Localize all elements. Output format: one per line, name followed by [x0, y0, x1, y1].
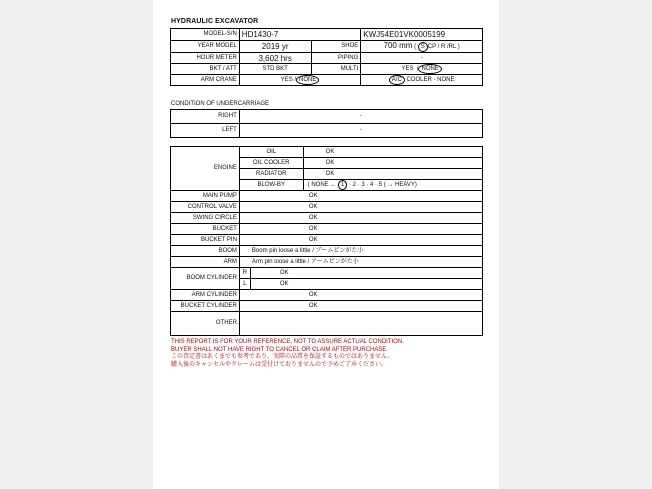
- disclaimer-line: THIS REPORT IS FOR YOUR REFERENCE, NOT TO ASSURE ACTUAL CONDITION.: [171, 339, 404, 345]
- piping-value: -: [361, 53, 483, 64]
- disclaimer: [171, 339, 404, 369]
- table-row: [171, 191, 483, 202]
- item-label: BOOM: [171, 246, 240, 257]
- shoe-cell: 700 mm ( S CP / R /RL ): [361, 41, 483, 53]
- bkt-value: STD BKT: [239, 64, 311, 75]
- item-value: OK: [239, 235, 482, 246]
- item-label: BUCKET: [171, 224, 240, 235]
- blowby-value: [303, 180, 482, 191]
- blowby-left: ( NONE ←: [307, 182, 337, 188]
- table-row: [171, 213, 483, 224]
- table-row: [171, 224, 483, 235]
- bkt-label: BKT / ATT: [171, 64, 240, 75]
- item-value: OK: [239, 290, 482, 301]
- boom-cylinder-r-label: R: [239, 268, 250, 279]
- shoe-value: 700 mm: [383, 41, 413, 50]
- undercarriage-table: [170, 109, 483, 138]
- radiator-value: OK: [303, 169, 482, 180]
- item-label: SWING CIRCLE: [171, 213, 240, 224]
- item-label: ARM CYLINDER: [171, 290, 240, 301]
- hour-label: HOUR METER: [171, 53, 240, 64]
- right-label: RIGHT: [171, 110, 240, 124]
- multi-value: [361, 64, 483, 75]
- item-value: Arm pin loose a little / アームピンがた小: [239, 257, 482, 268]
- table-row: [171, 257, 483, 268]
- item-value: OK: [239, 213, 482, 224]
- multi-slash: /: [416, 66, 419, 72]
- other-value: [239, 312, 482, 336]
- item-value: OK: [239, 191, 482, 202]
- ac-circled: A/C: [389, 75, 405, 85]
- boom-cylinder-label: BOOM CYLINDER: [171, 268, 240, 290]
- piping-label: PIPING: [311, 53, 361, 64]
- disclaimer-line: BUYER SHALL NOT HAVE RIGHT TO CANCEL OR CLAIM AFTER PURCHASE.: [171, 346, 389, 353]
- disclaimer-line: 購入後のキャンセルやクレームは受付けておりませんので予めご了承ください。: [171, 361, 388, 368]
- item-label: BUCKET PIN: [171, 235, 240, 246]
- multi-yes: YES: [401, 66, 414, 72]
- oil-label: OIL: [239, 147, 303, 158]
- crane-label: ARM CRANE: [171, 75, 240, 86]
- item-label: MAIN PUMP: [171, 191, 240, 202]
- crane-yes: YES: [280, 77, 293, 83]
- report-page: [153, 0, 499, 489]
- item-value: Boom pin loose a little / ブームピンがた小: [239, 246, 482, 257]
- left-value: -: [239, 124, 482, 138]
- model-label: MODEL-S/N: [171, 29, 240, 41]
- multi-none: NONE: [418, 64, 441, 74]
- crane-none: NONE: [296, 75, 319, 85]
- oil-cooler-label: OIL COOLER: [239, 158, 303, 169]
- disclaimer-line: この査定書はあくまでも参考であり、実際の品質を保証するものではありません。: [171, 354, 394, 360]
- machine-info-table: [170, 28, 483, 86]
- blowby-right: · 2 · 3 · 4 · 5 ( → HEAVY): [349, 182, 417, 188]
- undercarriage-heading: CONDITION OF UNDERCARRIAGE: [171, 101, 270, 107]
- left-label: LEFT: [171, 124, 240, 138]
- crane-value: [239, 75, 360, 86]
- blowby-label: BLOW-BY: [239, 180, 303, 191]
- shoe-options: CP / R /RL ): [427, 44, 460, 50]
- item-value: OK: [239, 224, 482, 235]
- table-row: [171, 235, 483, 246]
- radiator-label: RADIATOR: [239, 169, 303, 180]
- oil-cooler-value: OK: [303, 158, 482, 169]
- item-label: CONTROL VALVE: [171, 202, 240, 213]
- multi-label: MULTI: [311, 64, 361, 75]
- ac-value: [361, 75, 483, 86]
- table-row: [171, 290, 483, 301]
- item-value: OK: [239, 301, 482, 312]
- hour-value: 3,602 hrs: [239, 53, 311, 64]
- crane-slash: /: [294, 77, 297, 83]
- inspection-table: [170, 146, 483, 336]
- table-row: [171, 246, 483, 257]
- report-title: HYDRAULIC EXCAVATOR: [171, 18, 259, 25]
- table-row: [171, 202, 483, 213]
- oil-value: OK: [303, 147, 482, 158]
- serial-value: KWJ54E01VK0005199: [361, 29, 483, 41]
- boom-cylinder-l-label: L: [239, 279, 250, 290]
- item-label: BUCKET CYLINDER: [171, 301, 240, 312]
- boom-cylinder-l-value: OK: [250, 279, 482, 290]
- year-label: YEAR MODEL: [171, 41, 240, 53]
- cooler-options: COOLER · NONE: [406, 77, 455, 83]
- right-value: -: [239, 110, 482, 124]
- shoe-label: SHOE: [311, 41, 361, 53]
- boom-cylinder-r-value: OK: [250, 268, 482, 279]
- shoe-option-s: S: [418, 42, 428, 52]
- other-label: OTHER: [171, 312, 240, 336]
- blowby-selected: 1: [338, 180, 347, 190]
- item-value: OK: [239, 202, 482, 213]
- table-row: [171, 301, 483, 312]
- model-value: HD1430-7: [239, 29, 360, 41]
- engine-label: ENGINE: [171, 147, 240, 191]
- item-label: ARM: [171, 257, 240, 268]
- year-value: 2019 yr: [239, 41, 311, 53]
